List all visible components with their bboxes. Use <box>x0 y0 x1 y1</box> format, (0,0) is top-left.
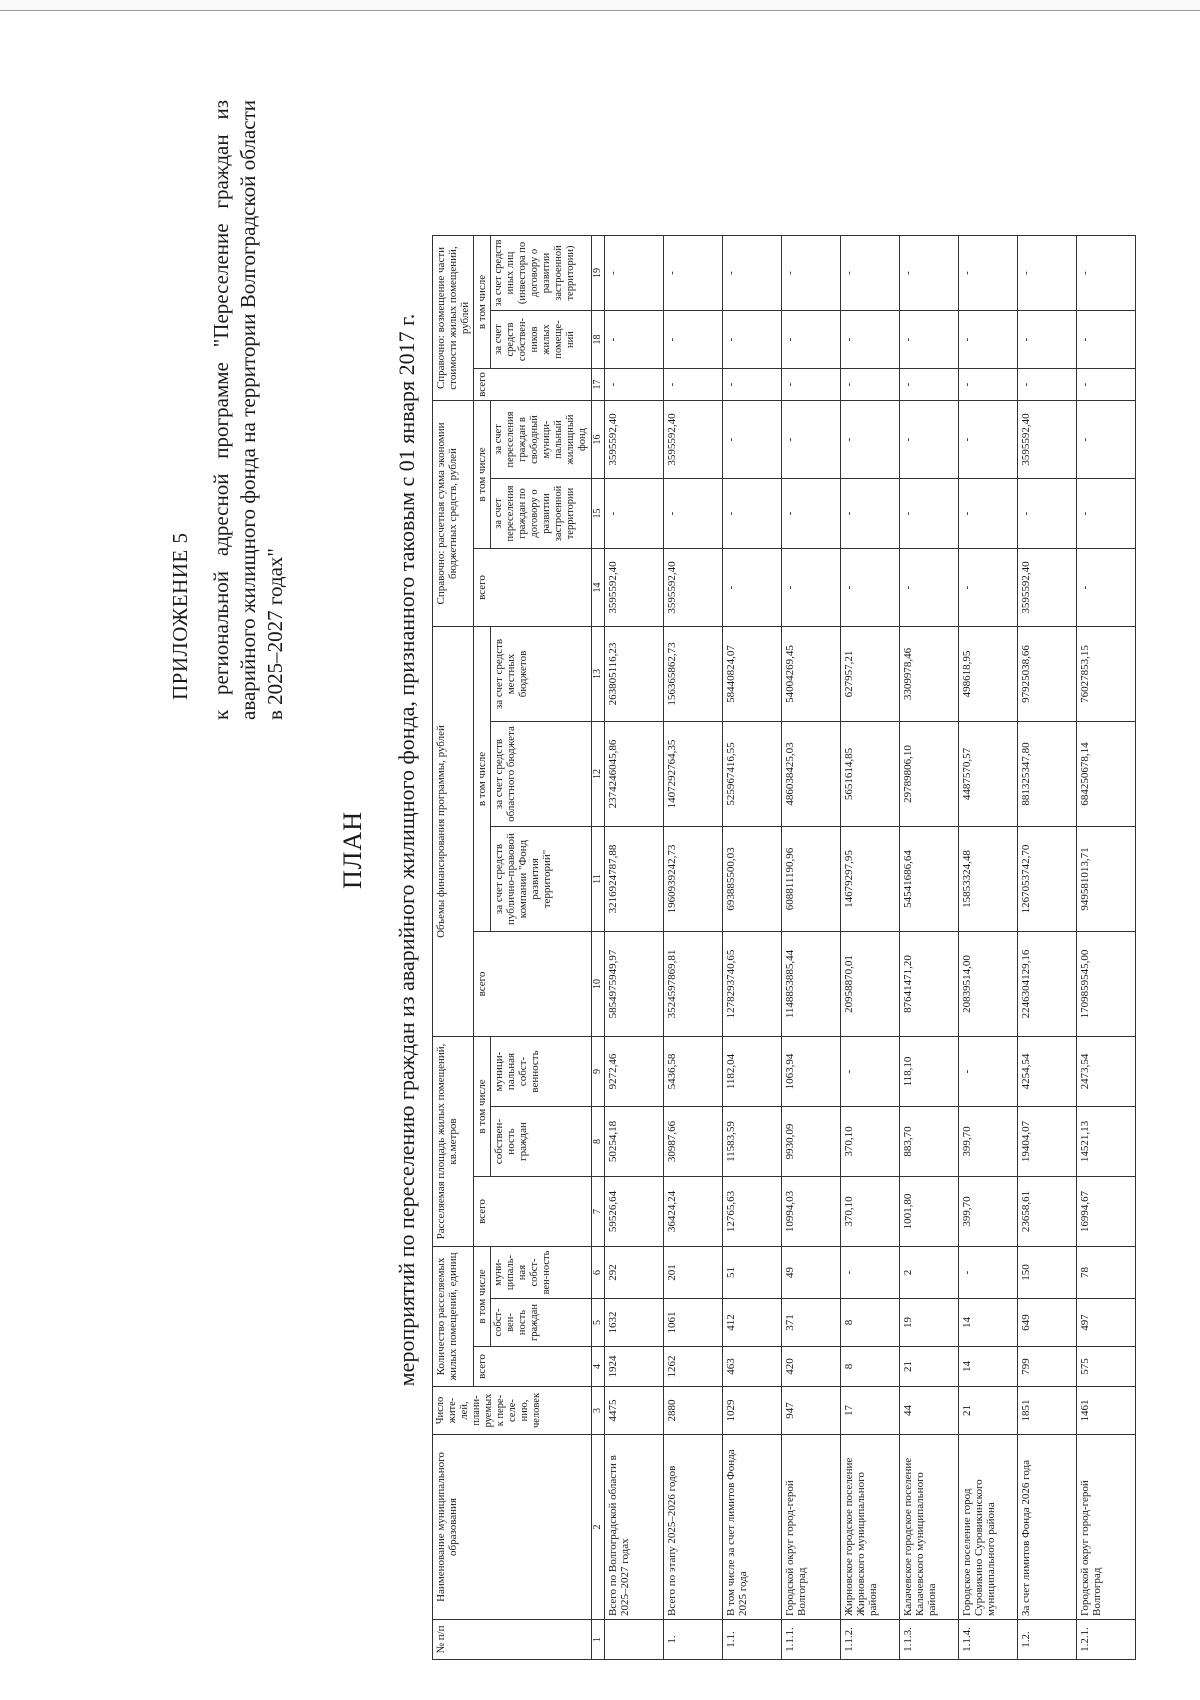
table-cell: - <box>959 479 1018 549</box>
table-cell: 3595592,40 <box>664 401 723 479</box>
table-cell: 23658,61 <box>1018 1177 1077 1247</box>
table-cell: - <box>841 236 900 311</box>
table-cell: - <box>841 1247 900 1299</box>
row-number: 1.2.1. <box>1077 1620 1136 1660</box>
table-cell: 14 <box>959 1347 1018 1387</box>
table-cell: 575 <box>1077 1347 1136 1387</box>
table-cell: - <box>723 369 782 401</box>
column-number: 5 <box>592 1299 605 1347</box>
column-number: 3 <box>592 1387 605 1435</box>
table-cell: 370,10 <box>841 1107 900 1177</box>
table-cell: 2 <box>900 1247 959 1299</box>
table-cell: - <box>664 479 723 549</box>
table-row <box>959 236 1018 1660</box>
table-cell: 10994,03 <box>782 1177 841 1247</box>
header-sav-including: в том числе <box>474 401 491 549</box>
table-cell: 4254,54 <box>1018 1037 1077 1107</box>
table-cell: 370,10 <box>841 1177 900 1247</box>
header-area-including: в том числе <box>474 1037 491 1177</box>
row-name: Калачевское городское поселение Калачевского муниципального района <box>900 1435 959 1620</box>
column-number: 4 <box>592 1347 605 1387</box>
table-cell: - <box>1077 549 1136 627</box>
table-cell: 14 <box>959 1299 1018 1347</box>
table-row <box>1077 236 1136 1660</box>
table-cell: 684250678,14 <box>1077 722 1136 827</box>
column-number: 9 <box>592 1037 605 1107</box>
column-number: 17 <box>592 369 605 401</box>
table-cell: - <box>959 401 1018 479</box>
header-prem-total: всего <box>474 1347 592 1387</box>
table-cell: 5854975949,97 <box>605 932 664 1037</box>
appendix-label: ПРИЛОЖЕНИЕ 5 <box>168 532 192 700</box>
table-cell: 20958870,01 <box>841 932 900 1037</box>
column-number: 11 <box>592 827 605 932</box>
table-cell: - <box>959 236 1018 311</box>
table-cell: 3595592,40 <box>664 549 723 627</box>
table-cell: 12765,63 <box>723 1177 782 1247</box>
table-cell: 20839514,00 <box>959 932 1018 1037</box>
table-cell: - <box>723 549 782 627</box>
table-cell: 1182,04 <box>723 1037 782 1107</box>
table-cell: - <box>723 479 782 549</box>
table-cell: - <box>1077 311 1136 369</box>
table-cell: - <box>664 236 723 311</box>
table-cell: - <box>900 549 959 627</box>
table-cell: - <box>782 401 841 479</box>
header-fund-local: за счет средств местных бюджетов <box>491 627 592 722</box>
table-cell: 627957,21 <box>841 627 900 722</box>
table-row <box>841 236 900 1660</box>
table-cell: 8 <box>841 1347 900 1387</box>
table-cell: - <box>959 369 1018 401</box>
plan-title: ПЛАН <box>338 811 367 889</box>
table-cell: - <box>841 369 900 401</box>
table-cell: 19404,07 <box>1018 1107 1077 1177</box>
table-cell: 1001,80 <box>900 1177 959 1247</box>
table-cell: 1960939242,73 <box>664 827 723 932</box>
table-cell: 11583,59 <box>723 1107 782 1177</box>
table-cell: 9930,09 <box>782 1107 841 1177</box>
table-cell: - <box>959 549 1018 627</box>
table-cell: 59526,64 <box>605 1177 664 1247</box>
column-number: 19 <box>592 236 605 311</box>
table-cell: 371 <box>782 1299 841 1347</box>
column-number: 6 <box>592 1247 605 1299</box>
table-cell: 44 <box>900 1387 959 1435</box>
table-cell: - <box>664 311 723 369</box>
table-cell: 8 <box>841 1299 900 1347</box>
header-fund-fund: за счет средств публично-правовой компании "Фонд развития территорий" <box>491 827 592 932</box>
header-sav-total: всего <box>474 549 592 627</box>
table-cell: - <box>841 1037 900 1107</box>
table-cell: - <box>782 369 841 401</box>
table-cell: 51 <box>723 1247 782 1299</box>
row-number <box>605 1620 664 1660</box>
table-cell: 15853324,48 <box>959 827 1018 932</box>
header-premises-group: Количество расселяемых жилых помещений, единиц <box>433 1247 474 1387</box>
table-cell: - <box>605 479 664 549</box>
table-cell: - <box>1018 236 1077 311</box>
table-cell: 498618,95 <box>959 627 1018 722</box>
table-cell: 30987,66 <box>664 1107 723 1177</box>
table-cell: 2880 <box>664 1387 723 1435</box>
column-number: 15 <box>592 479 605 549</box>
table-cell: - <box>1018 369 1077 401</box>
table-cell: - <box>841 311 900 369</box>
row-number: 1.1.3. <box>900 1620 959 1660</box>
table-cell: - <box>605 369 664 401</box>
table-cell: - <box>900 401 959 479</box>
table-cell: 76027853,15 <box>1077 627 1136 722</box>
table-cell: 412 <box>723 1299 782 1347</box>
table-cell: - <box>723 236 782 311</box>
table-cell: 420 <box>782 1347 841 1387</box>
header-area-total: всего <box>474 1177 592 1247</box>
table-cell: - <box>1077 401 1136 479</box>
table-cell: 14521,13 <box>1077 1107 1136 1177</box>
table-cell: 799 <box>1018 1347 1077 1387</box>
header-funding-group: Объемы финансирования программы, рублей <box>433 627 474 1037</box>
table-cell: 3524597869,81 <box>664 932 723 1037</box>
table-cell: 19 <box>900 1299 959 1347</box>
header-residents: Число жите-лей, плани-руемых к пере-селе-нию, человек <box>433 1387 592 1435</box>
table-cell: 525967416,55 <box>723 722 782 827</box>
table-cell: 201 <box>664 1247 723 1299</box>
row-name: Городской округ город-герой Волгоград <box>1077 1435 1136 1620</box>
table-cell: 21 <box>959 1387 1018 1435</box>
table-cell: - <box>1077 369 1136 401</box>
table-cell: 883,70 <box>900 1107 959 1177</box>
header-fund-total: всего <box>474 932 592 1037</box>
table-cell: 87641471,20 <box>900 932 959 1037</box>
row-name: Всего по этапу 2025–2026 годов <box>664 1435 723 1620</box>
table-cell: 156365862,73 <box>664 627 723 722</box>
table-cell: 1061 <box>664 1299 723 1347</box>
table-cell: 3309978,46 <box>900 627 959 722</box>
table-cell: - <box>959 1037 1018 1107</box>
table-cell: 3595592,40 <box>605 401 664 479</box>
column-number: 2 <box>592 1435 605 1620</box>
table-cell: - <box>605 311 664 369</box>
table-cell: 17 <box>841 1387 900 1435</box>
table-cell: 1148853885,44 <box>782 932 841 1037</box>
row-name: Жирновское городское поселение Жирновского муниципального района <box>841 1435 900 1620</box>
table-cell: 1262 <box>664 1347 723 1387</box>
table-cell: 2374246045,86 <box>605 722 664 827</box>
table-cell: 97925038,66 <box>1018 627 1077 722</box>
row-number: 1.1. <box>723 1620 782 1660</box>
header-prem-muni: муни-ципаль-ная собст-вен-ность <box>491 1247 592 1299</box>
table-cell: - <box>900 236 959 311</box>
header-cost-group: Справочно: возмещение части стоимости жилых помещений, рублей <box>433 236 474 401</box>
header-area-muni: муници-пальная собст-венность <box>491 1037 592 1107</box>
table-body <box>592 236 1136 1660</box>
column-number: 13 <box>592 627 605 722</box>
column-number: 18 <box>592 311 605 369</box>
table-cell: 118,10 <box>900 1037 959 1107</box>
header-cost-owners: за счет средств собствен-ников жилых помеще-ний <box>491 311 592 369</box>
table-cell: - <box>1077 479 1136 549</box>
table-cell: 1632 <box>605 1299 664 1347</box>
table-cell: - <box>782 236 841 311</box>
header-prem-including: в том числе <box>474 1247 491 1347</box>
table-cell: 36424,24 <box>664 1177 723 1247</box>
program-reference: к региональной адресной программе "Переселение граждан из аварийного жилищного фонда на территории Волгоградской области в 2025–2027 годах" <box>209 100 287 720</box>
header-area-group: Расселяемая площадь жилых помещений, кв.метров <box>433 1037 474 1247</box>
table-cell: 1924 <box>605 1347 664 1387</box>
header-area-owned: собствен-ность граждан <box>491 1107 592 1177</box>
column-number: 12 <box>592 722 605 827</box>
table-row <box>723 236 782 1660</box>
table-cell: 263805116,23 <box>605 627 664 722</box>
table-cell: - <box>959 1247 1018 1299</box>
header-fund-including: в том числе <box>474 627 491 932</box>
column-number: 10 <box>592 932 605 1037</box>
table-cell: - <box>1077 236 1136 311</box>
table-cell: - <box>782 311 841 369</box>
header-cost-total: всего <box>474 369 592 401</box>
table-cell: 21 <box>900 1347 959 1387</box>
table-row <box>900 236 959 1660</box>
header-num: № п/п <box>433 1620 592 1660</box>
table-cell: 1063,94 <box>782 1037 841 1107</box>
column-number: 7 <box>592 1177 605 1247</box>
table-cell: 58440824,07 <box>723 627 782 722</box>
table-row <box>664 236 723 1660</box>
row-name: Городское поселение город Суровикино Суровикинского муниципального района <box>959 1435 1018 1620</box>
header-sav-contract: за счет переселения граждан по договору о развитии застроенной территории <box>491 479 592 549</box>
row-name: Всего по Волгоградской области в 2025–2027 годах <box>605 1435 664 1620</box>
column-number-row <box>592 236 605 1660</box>
header-cost-including: в том числе <box>474 236 491 369</box>
resettlement-plan-table <box>432 235 1136 1660</box>
table-cell: 608811190,96 <box>782 827 841 932</box>
table-cell: 54004269,45 <box>782 627 841 722</box>
table-cell: - <box>664 369 723 401</box>
column-number: 16 <box>592 401 605 479</box>
table-cell: - <box>841 549 900 627</box>
table-cell: 949581013,71 <box>1077 827 1136 932</box>
table-cell: 49 <box>782 1247 841 1299</box>
row-name: В том числе за счет лимитов Фонда 2025 года <box>723 1435 782 1620</box>
table-cell: 399,70 <box>959 1177 1018 1247</box>
table-cell: 1851 <box>1018 1387 1077 1435</box>
table-cell: 463 <box>723 1347 782 1387</box>
table-cell: 5651614,85 <box>841 722 900 827</box>
table-cell: 292 <box>605 1247 664 1299</box>
row-number: 1.1.4. <box>959 1620 1018 1660</box>
table-cell: - <box>782 549 841 627</box>
table-cell: 150 <box>1018 1247 1077 1299</box>
row-name: Городской округ город-герой Волгоград <box>782 1435 841 1620</box>
table-cell: 1267053742,70 <box>1018 827 1077 932</box>
table-cell: 3216924787,88 <box>605 827 664 932</box>
table-cell: 649 <box>1018 1299 1077 1347</box>
table-cell: - <box>782 479 841 549</box>
table-cell: 1461 <box>1077 1387 1136 1435</box>
table-cell: - <box>900 311 959 369</box>
header-cost-others: за счет средств иных лиц (инвестора по договору о развитии застроенной территории) <box>491 236 592 311</box>
table-cell: 2246304129,16 <box>1018 932 1077 1037</box>
header-sav-free: за счет переселения граждан в свободный муници-пальный жилищный фонд <box>491 401 592 479</box>
row-number: 1.1.2. <box>841 1620 900 1660</box>
table-row <box>1018 236 1077 1660</box>
table-cell: 1407292764,35 <box>664 722 723 827</box>
table-cell: 4475 <box>605 1387 664 1435</box>
table-row <box>605 236 664 1660</box>
table-cell: 16994,67 <box>1077 1177 1136 1247</box>
table-cell: 5436,58 <box>664 1037 723 1107</box>
table-cell: - <box>841 479 900 549</box>
table-cell: - <box>723 401 782 479</box>
row-number: 1. <box>664 1620 723 1660</box>
row-name: За счет лимитов Фонда 2026 года <box>1018 1435 1077 1620</box>
table-cell: 14679297,95 <box>841 827 900 932</box>
column-number: 14 <box>592 549 605 627</box>
table-cell: 2473,54 <box>1077 1037 1136 1107</box>
header-savings-group: Справочно: расчетная сумма экономии бюджетных средств, рублей <box>433 401 474 627</box>
column-number: 1 <box>592 1620 605 1660</box>
plan-subtitle: мероприятий по переселению граждан из аварийного жилищного фонда, признанного таковым с 01 января 2017 г. <box>394 313 419 1387</box>
table-cell: 3595592,40 <box>1018 549 1077 627</box>
header-fund-oblast: за счет средств областного бюджета <box>491 722 592 827</box>
table-cell: - <box>723 311 782 369</box>
table-cell: - <box>900 369 959 401</box>
table-cell: 693885500,03 <box>723 827 782 932</box>
table-cell: 50254,18 <box>605 1107 664 1177</box>
table-cell: 3595592,40 <box>605 549 664 627</box>
table-cell: - <box>900 479 959 549</box>
table-cell: - <box>1018 479 1077 549</box>
table-cell: 1709859545,00 <box>1077 932 1136 1037</box>
table-cell: 497 <box>1077 1299 1136 1347</box>
table-cell: 881325347,80 <box>1018 722 1077 827</box>
table-cell: - <box>959 311 1018 369</box>
table-row <box>782 236 841 1660</box>
table-cell: 54541686,64 <box>900 827 959 932</box>
table-cell: 9272,46 <box>605 1037 664 1107</box>
table-cell: 399,70 <box>959 1107 1018 1177</box>
table-cell: 78 <box>1077 1247 1136 1299</box>
table-cell: 29789806,10 <box>900 722 959 827</box>
table-cell: - <box>841 401 900 479</box>
table-cell: - <box>605 236 664 311</box>
header-prem-owned: собст-вен-ность граждан <box>491 1299 592 1347</box>
table-cell: 1029 <box>723 1387 782 1435</box>
table-cell: 947 <box>782 1387 841 1435</box>
row-number: 1.2. <box>1018 1620 1077 1660</box>
table-cell: 4487570,57 <box>959 722 1018 827</box>
table-cell: 1278293740,65 <box>723 932 782 1037</box>
table-cell: 3595592,40 <box>1018 401 1077 479</box>
row-number: 1.1.1. <box>782 1620 841 1660</box>
column-number: 8 <box>592 1107 605 1177</box>
table-cell: 486038425,03 <box>782 722 841 827</box>
header-name: Наименование муниципального образования <box>433 1435 592 1620</box>
table-cell: - <box>1018 311 1077 369</box>
